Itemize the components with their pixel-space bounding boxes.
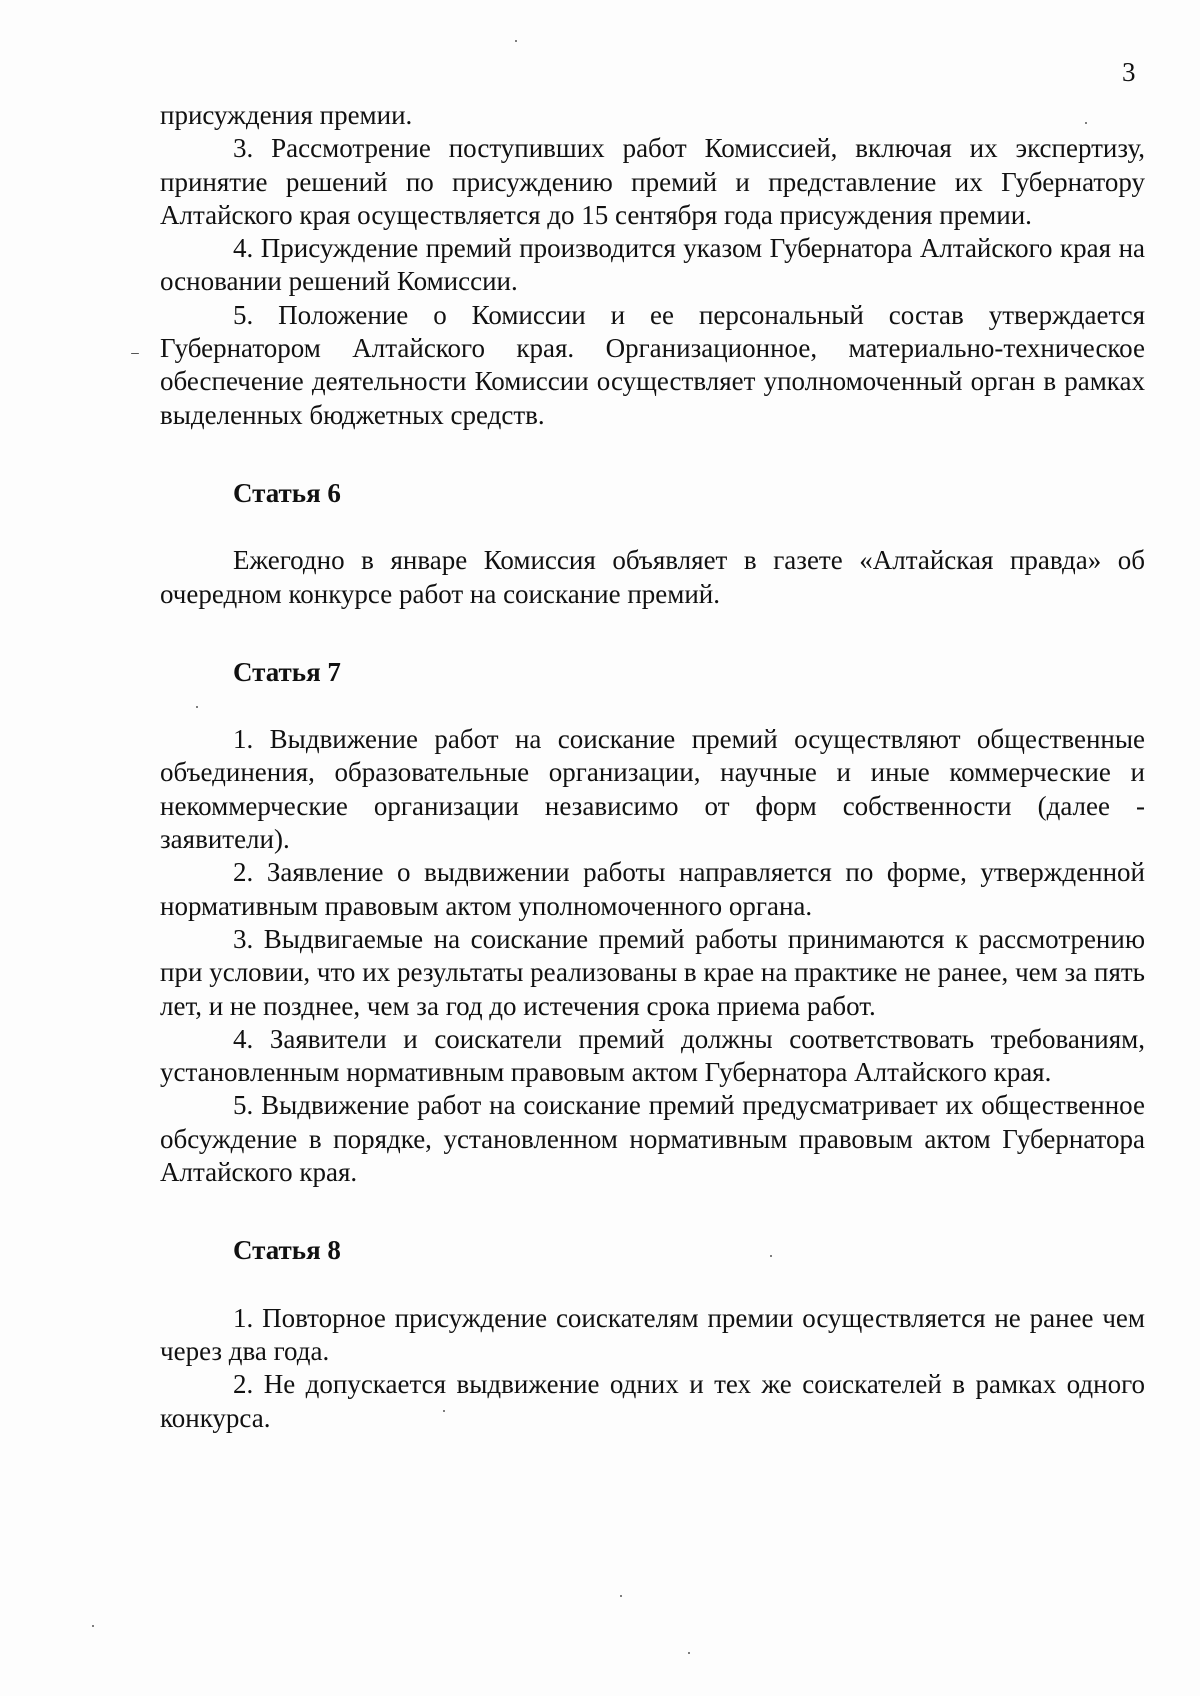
document-body xyxy=(160,99,1145,1435)
paragraph-art7-item1: 1. Выдвижение работ на соискание премий осуществляют общественные объединения, образовательные организации, научные и иные коммерческие и некоммерческие организации независимо от форм собственности (далее - заявители). xyxy=(160,724,1145,855)
scan-speck xyxy=(770,1255,772,1257)
scan-speck xyxy=(515,40,517,42)
scan-speck xyxy=(131,353,139,354)
paragraph-art5-item3: 3. Рассмотрение поступивших работ Комиссией, включая их экспертизу, принятие решений по присуждению премий и представление их Губернатору Алтайского края осуществляется до 15 сентября года присуждения премии. xyxy=(160,133,1145,230)
page-number: 3 xyxy=(1122,57,1136,87)
heading-article-8: Статья 8 xyxy=(233,1235,341,1266)
paragraph-continuation: присуждения премии. xyxy=(160,100,413,130)
scan-speck xyxy=(92,1625,94,1627)
paragraph-art5-item4: 4. Присуждение премий производится указом Губернатора Алтайского края на основании решений Комиссии. xyxy=(160,233,1145,297)
paragraph-art5-item5: 5. Положение о Комиссии и ее персональный состав утверждается Губернатором Алтайского края. Организационное, материально-техническое обеспечение деятельности Комиссии осуществляет уполномоченный орган в рамках выделенных бюджетных средств. xyxy=(160,299,1145,430)
scan-speck xyxy=(620,1595,622,1597)
scan-speck xyxy=(1085,122,1087,124)
paragraph-art7-item3: 3. Выдвигаемые на соискание премий работы принимаются к рассмотрению при условии, что их результаты реализованы в крае на практике не ранее, чем за пять лет, и не позднее, чем за год до истечения срока приема работ. xyxy=(160,923,1145,1021)
scan-speck xyxy=(688,1652,690,1654)
paragraph-art7-item4: 4. Заявители и соискатели премий должны соответствовать требованиям, установленным нормативным правовым актом Губернатора Алтайского края. xyxy=(160,1023,1145,1088)
scan-speck xyxy=(443,1410,445,1412)
paragraph-art8-item1: 1. Повторное присуждение соискателям премии осуществляется не ранее чем через два года. xyxy=(160,1302,1145,1366)
paragraph-art7-item5: 5. Выдвижение работ на соискание премий предусматривает их общественное обсуждение в порядке, установленном нормативным правовым актом Губернатора Алтайского края. xyxy=(160,1090,1145,1188)
paragraph-art8-item2: 2. Не допускается выдвижение одних и тех же соискателей в рамках одного конкурса. xyxy=(160,1369,1145,1433)
heading-article-7: Статья 7 xyxy=(233,656,341,687)
heading-article-6: Статья 6 xyxy=(233,477,341,508)
paragraph-art6: Ежегодно в январе Комиссия объявляет в газете «Алтайская правда» об очередном конкурсе работ на соискание премий. xyxy=(160,545,1145,609)
scan-speck xyxy=(196,706,198,708)
paragraph-art7-item2: 2. Заявление о выдвижении работы направляется по форме, утвержденной нормативным правовым актом уполномоченного органа. xyxy=(160,857,1145,921)
